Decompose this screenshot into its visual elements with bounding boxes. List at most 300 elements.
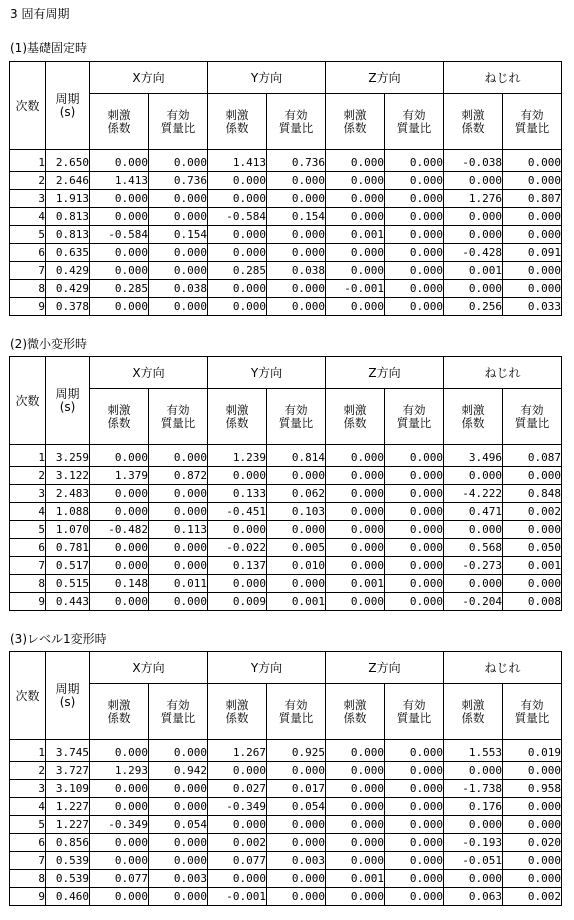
table-cell: 0.077 [90, 870, 149, 888]
table-row [10, 208, 562, 226]
mode-number: 1 [10, 740, 46, 762]
header-line: 係数 [225, 120, 249, 135]
mass-ratio-header [503, 94, 562, 150]
table-cell: 0.000 [208, 172, 267, 190]
period-header [46, 62, 90, 150]
stim-coef-header [90, 684, 149, 740]
table-cell: 0.000 [149, 445, 208, 467]
header-line: 刺激 [107, 697, 131, 712]
mass-ratio-header [267, 684, 326, 740]
table-cell: 0.019 [503, 740, 562, 762]
table-cell: 0.000 [267, 190, 326, 208]
period-value: 0.515 [46, 575, 90, 593]
table-cell: 0.000 [149, 834, 208, 852]
table-cell: 0.848 [503, 485, 562, 503]
mode-number: 1 [10, 150, 46, 172]
table-cell: 0.000 [208, 575, 267, 593]
header-line: 有効 [284, 697, 308, 712]
table-cell: 0.000 [503, 762, 562, 780]
table-cell: 0.000 [385, 280, 444, 298]
table-cell: 0.000 [267, 834, 326, 852]
mode-number: 9 [10, 888, 46, 906]
table-cell: -0.482 [90, 521, 149, 539]
table-row [10, 467, 562, 485]
table-cell: 0.814 [267, 445, 326, 467]
table-cell: 0.000 [208, 298, 267, 316]
table-cell: -0.001 [208, 888, 267, 906]
header-line: 係数 [107, 415, 131, 430]
table-cell: 0.000 [267, 298, 326, 316]
table-cell: 0.000 [267, 870, 326, 888]
period-value: 0.443 [46, 593, 90, 611]
table-cell: -0.451 [208, 503, 267, 521]
table-cell: 0.000 [326, 208, 385, 226]
header-line: (s) [59, 694, 76, 709]
mode-number: 9 [10, 298, 46, 316]
table-row [10, 485, 562, 503]
header-line: 刺激 [107, 107, 131, 122]
direction-header: ねじれ [444, 652, 562, 684]
table-cell: 0.000 [326, 445, 385, 467]
table-cell: 0.020 [503, 834, 562, 852]
table-cell: 0.002 [208, 834, 267, 852]
table-cell: 0.000 [385, 780, 444, 798]
table-cell: -0.022 [208, 539, 267, 557]
header-line: 係数 [461, 710, 485, 725]
mode-number: 7 [10, 262, 46, 280]
table-cell: 0.000 [385, 503, 444, 521]
table-cell: 0.000 [385, 262, 444, 280]
table-cell: 0.000 [90, 503, 149, 521]
table-cell: 0.000 [90, 262, 149, 280]
header-line: 有効 [402, 107, 426, 122]
mode-number: 5 [10, 521, 46, 539]
mass-ratio-header [503, 389, 562, 445]
table-cell: 0.000 [90, 557, 149, 575]
table-cell: 0.000 [267, 816, 326, 834]
table-row [10, 888, 562, 906]
table-cell: 0.063 [444, 888, 503, 906]
table-cell: 0.000 [208, 467, 267, 485]
header-line: 刺激 [225, 697, 249, 712]
table-cell: 0.000 [503, 467, 562, 485]
direction-header: Y方向 [208, 357, 326, 389]
table-cell: 0.000 [90, 244, 149, 262]
table-cell: 0.000 [385, 298, 444, 316]
mode-number: 5 [10, 226, 46, 244]
table-cell: 0.000 [385, 445, 444, 467]
period-value: 1.070 [46, 521, 90, 539]
mode-number: 3 [10, 485, 46, 503]
table-cell: 0.000 [444, 762, 503, 780]
direction-header: ねじれ [444, 357, 562, 389]
mode-number: 4 [10, 503, 46, 521]
stim-coef-header [90, 94, 149, 150]
table-cell: 0.000 [444, 172, 503, 190]
table-cell: 0.285 [208, 262, 267, 280]
table-cell: 0.000 [503, 852, 562, 870]
period-value: 0.856 [46, 834, 90, 852]
table-cell: 0.000 [149, 262, 208, 280]
table-cell: 0.000 [149, 852, 208, 870]
stim-coef-header [326, 389, 385, 445]
header-line: 質量比 [514, 120, 550, 135]
stim-coef-header [208, 389, 267, 445]
header-line: 刺激 [461, 107, 485, 122]
header-line: 周期 [55, 681, 80, 696]
table-row [10, 539, 562, 557]
table-cell: 0.000 [326, 190, 385, 208]
table-cell: 0.000 [444, 870, 503, 888]
table-cell: 0.000 [90, 593, 149, 611]
mode-number: 3 [10, 190, 46, 208]
table-cell: 1.413 [208, 150, 267, 172]
table-cell: -0.584 [90, 226, 149, 244]
page-title: 3 固有周期 [10, 7, 70, 21]
direction-header: Z方向 [326, 357, 444, 389]
header-line: 有効 [402, 402, 426, 417]
table-cell: 0.176 [444, 798, 503, 816]
table-row [10, 262, 562, 280]
stim-coef-header [208, 94, 267, 150]
table-cell: 0.001 [267, 593, 326, 611]
table-cell: 0.000 [385, 521, 444, 539]
table-cell: 0.000 [267, 280, 326, 298]
table-cell: 1.553 [444, 740, 503, 762]
table-cell: 0.925 [267, 740, 326, 762]
period-value: 0.813 [46, 226, 90, 244]
table-cell: -0.001 [326, 280, 385, 298]
table-row [10, 244, 562, 262]
table-row [10, 593, 562, 611]
table-row [10, 445, 562, 467]
direction-header: Y方向 [208, 652, 326, 684]
header-line: 刺激 [343, 697, 367, 712]
mode-number: 2 [10, 762, 46, 780]
table-cell: 0.001 [326, 870, 385, 888]
mode-number: 8 [10, 870, 46, 888]
table-cell: 0.027 [208, 780, 267, 798]
table-cell: 3.496 [444, 445, 503, 467]
table-cell: 1.276 [444, 190, 503, 208]
table-cell: 0.091 [503, 244, 562, 262]
table-cell: 0.000 [149, 740, 208, 762]
header-line: 係数 [461, 415, 485, 430]
stim-coef-header [90, 389, 149, 445]
header-line: 有効 [166, 697, 190, 712]
header-line: 有効 [520, 107, 544, 122]
period-value: 0.781 [46, 539, 90, 557]
mode-number: 1 [10, 445, 46, 467]
table-cell: 0.103 [267, 503, 326, 521]
period-value: 3.122 [46, 467, 90, 485]
table-cell: 0.000 [208, 226, 267, 244]
table-cell: 0.000 [149, 503, 208, 521]
table-row [10, 780, 562, 798]
table-cell: -1.738 [444, 780, 503, 798]
header-line: 刺激 [461, 402, 485, 417]
mode-number: 7 [10, 557, 46, 575]
table-cell: 0.000 [208, 190, 267, 208]
mass-ratio-header [149, 94, 208, 150]
table-cell: 0.000 [90, 740, 149, 762]
header-line: 周期 [55, 386, 80, 401]
table-cell: 0.038 [267, 262, 326, 280]
table-cell: 0.000 [208, 521, 267, 539]
table-cell: 0.000 [149, 593, 208, 611]
table-cell: 0.000 [326, 262, 385, 280]
table-row [10, 226, 562, 244]
table-cell: 0.003 [267, 852, 326, 870]
table-cell: 0.000 [503, 575, 562, 593]
period-value: 0.378 [46, 298, 90, 316]
table-cell: 0.000 [90, 150, 149, 172]
header-line: (s) [59, 104, 76, 119]
table-row [10, 503, 562, 521]
header-line: 質量比 [278, 415, 314, 430]
table-row [10, 834, 562, 852]
mass-ratio-header [385, 389, 444, 445]
mode-number: 3 [10, 780, 46, 798]
table-cell: 0.942 [149, 762, 208, 780]
table-cell: 0.000 [326, 467, 385, 485]
table-cell: 0.000 [444, 226, 503, 244]
table-row [10, 150, 562, 172]
table-cell: 0.000 [444, 521, 503, 539]
period-value: 0.429 [46, 262, 90, 280]
table-cell: 1.413 [90, 172, 149, 190]
table-cell: 0.000 [326, 593, 385, 611]
period-value: 3.745 [46, 740, 90, 762]
table-row [10, 816, 562, 834]
table-row [10, 575, 562, 593]
section-title: (1)基礎固定時 [10, 41, 87, 55]
table-cell: 0.017 [267, 780, 326, 798]
table-cell: 0.009 [208, 593, 267, 611]
modal-table [9, 651, 562, 906]
table-cell: 0.137 [208, 557, 267, 575]
modal-table [9, 356, 562, 611]
table-cell: 0.000 [149, 298, 208, 316]
table-cell: 1.267 [208, 740, 267, 762]
table-cell: 0.148 [90, 575, 149, 593]
table-cell: 0.000 [385, 740, 444, 762]
table-cell: 0.000 [326, 888, 385, 906]
mode-number: 6 [10, 539, 46, 557]
section-title: (2)微小変形時 [10, 337, 87, 351]
table-cell: 0.000 [385, 575, 444, 593]
header-line: 有効 [284, 402, 308, 417]
header-line: (s) [59, 399, 76, 414]
header-line: 係数 [225, 710, 249, 725]
table-cell: 0.054 [149, 816, 208, 834]
period-value: 2.650 [46, 150, 90, 172]
table-cell: 0.736 [149, 172, 208, 190]
header-line: 質量比 [160, 415, 196, 430]
modal-table [9, 61, 562, 316]
table-cell: 0.000 [149, 888, 208, 906]
table-cell: 0.000 [385, 226, 444, 244]
table-cell: 0.033 [503, 298, 562, 316]
table-row [10, 870, 562, 888]
table-cell: 0.000 [90, 539, 149, 557]
period-value: 0.517 [46, 557, 90, 575]
table-cell: 0.000 [326, 503, 385, 521]
table-cell: 0.000 [385, 190, 444, 208]
header-line: 有効 [284, 107, 308, 122]
header-line: 質量比 [396, 120, 432, 135]
table-cell: 0.000 [326, 852, 385, 870]
mode-number: 2 [10, 172, 46, 190]
period-value: 0.539 [46, 852, 90, 870]
table-cell: 0.054 [267, 798, 326, 816]
table-cell: 0.154 [149, 226, 208, 244]
table-cell: 0.000 [208, 816, 267, 834]
header-line: 有効 [520, 697, 544, 712]
period-value: 0.539 [46, 870, 90, 888]
stim-coef-header [444, 389, 503, 445]
table-cell: 0.000 [208, 280, 267, 298]
table-cell: 0.000 [503, 262, 562, 280]
direction-header: Z方向 [326, 652, 444, 684]
table-cell: 0.000 [503, 521, 562, 539]
table-cell: 0.000 [267, 244, 326, 262]
table-cell: 0.000 [267, 172, 326, 190]
table-row [10, 280, 562, 298]
table-cell: 0.000 [385, 888, 444, 906]
table-cell: 0.000 [90, 298, 149, 316]
mode-number: 6 [10, 244, 46, 262]
table-cell: 0.000 [385, 172, 444, 190]
table-cell: 0.000 [385, 816, 444, 834]
table-cell: 0.000 [503, 208, 562, 226]
table-cell: 0.000 [444, 280, 503, 298]
stim-coef-header [208, 684, 267, 740]
mode-number: 5 [10, 816, 46, 834]
mode-number: 8 [10, 575, 46, 593]
mass-ratio-header [385, 684, 444, 740]
table-cell: 0.000 [503, 226, 562, 244]
section-title: (3)レベル1変形時 [10, 632, 107, 646]
table-cell: 0.000 [444, 816, 503, 834]
table-cell: 0.002 [503, 503, 562, 521]
stim-coef-header [326, 684, 385, 740]
table-cell: -0.273 [444, 557, 503, 575]
table-cell: 0.000 [385, 834, 444, 852]
mode-number: 9 [10, 593, 46, 611]
table-cell: 0.000 [444, 208, 503, 226]
header-line: 有効 [402, 697, 426, 712]
table-row [10, 298, 562, 316]
table-cell: 0.010 [267, 557, 326, 575]
mode-number: 7 [10, 852, 46, 870]
table-cell: 0.000 [326, 816, 385, 834]
header-line: 質量比 [396, 710, 432, 725]
table-cell: 0.133 [208, 485, 267, 503]
table-cell: 0.000 [385, 557, 444, 575]
header-line: 質量比 [278, 710, 314, 725]
table-cell: 0.008 [503, 593, 562, 611]
table-cell: 0.000 [149, 244, 208, 262]
header-line: 刺激 [225, 402, 249, 417]
table-cell: 0.077 [208, 852, 267, 870]
header-line: 係数 [225, 415, 249, 430]
table-cell: 0.000 [326, 834, 385, 852]
period-header [46, 652, 90, 740]
table-cell: 0.000 [385, 593, 444, 611]
mode-number: 6 [10, 834, 46, 852]
table-cell: 0.000 [326, 780, 385, 798]
header-line: 刺激 [461, 697, 485, 712]
table-cell: 0.000 [326, 244, 385, 262]
table-row [10, 557, 562, 575]
table-cell: 0.000 [208, 870, 267, 888]
table-cell: 0.000 [326, 557, 385, 575]
mode-number: 8 [10, 280, 46, 298]
mode-number: 4 [10, 208, 46, 226]
table-cell: 0.000 [149, 557, 208, 575]
table-cell: 0.256 [444, 298, 503, 316]
table-cell: 0.000 [149, 539, 208, 557]
table-cell: 0.000 [326, 485, 385, 503]
table-cell: 0.000 [326, 740, 385, 762]
table-cell: 0.000 [385, 467, 444, 485]
direction-header: ねじれ [444, 62, 562, 94]
table-cell: 0.113 [149, 521, 208, 539]
direction-header: Y方向 [208, 62, 326, 94]
table-row [10, 852, 562, 870]
table-cell: 0.000 [385, 798, 444, 816]
header-line: 刺激 [343, 402, 367, 417]
header-line: 質量比 [514, 710, 550, 725]
table-cell: -0.038 [444, 150, 503, 172]
table-cell: 0.000 [385, 870, 444, 888]
table-cell: 0.050 [503, 539, 562, 557]
table-cell: -0.193 [444, 834, 503, 852]
mass-ratio-header [149, 684, 208, 740]
table-cell: 0.000 [267, 467, 326, 485]
table-cell: 0.000 [267, 521, 326, 539]
table-cell: 0.000 [444, 467, 503, 485]
table-row [10, 740, 562, 762]
table-cell: 0.000 [90, 190, 149, 208]
table-row [10, 172, 562, 190]
table-cell: 0.000 [90, 888, 149, 906]
header-line: 係数 [343, 120, 367, 135]
table-cell: 0.000 [90, 780, 149, 798]
table-cell: 0.000 [444, 575, 503, 593]
stim-coef-header [326, 94, 385, 150]
table-cell: 0.087 [503, 445, 562, 467]
mass-ratio-header [267, 389, 326, 445]
period-value: 0.429 [46, 280, 90, 298]
table-cell: 0.000 [503, 798, 562, 816]
table-cell: 0.000 [326, 150, 385, 172]
table-cell: -0.349 [208, 798, 267, 816]
header-line: 質量比 [278, 120, 314, 135]
table-cell: 0.000 [267, 888, 326, 906]
table-cell: 0.011 [149, 575, 208, 593]
header-line: 周期 [55, 91, 80, 106]
header-line: 係数 [107, 120, 131, 135]
table-cell: 0.000 [326, 798, 385, 816]
table-cell: 0.001 [503, 557, 562, 575]
table-cell: 1.239 [208, 445, 267, 467]
mass-ratio-header [503, 684, 562, 740]
count-header: 次数 [10, 62, 46, 150]
table-cell: 0.000 [90, 208, 149, 226]
period-value: 1.913 [46, 190, 90, 208]
